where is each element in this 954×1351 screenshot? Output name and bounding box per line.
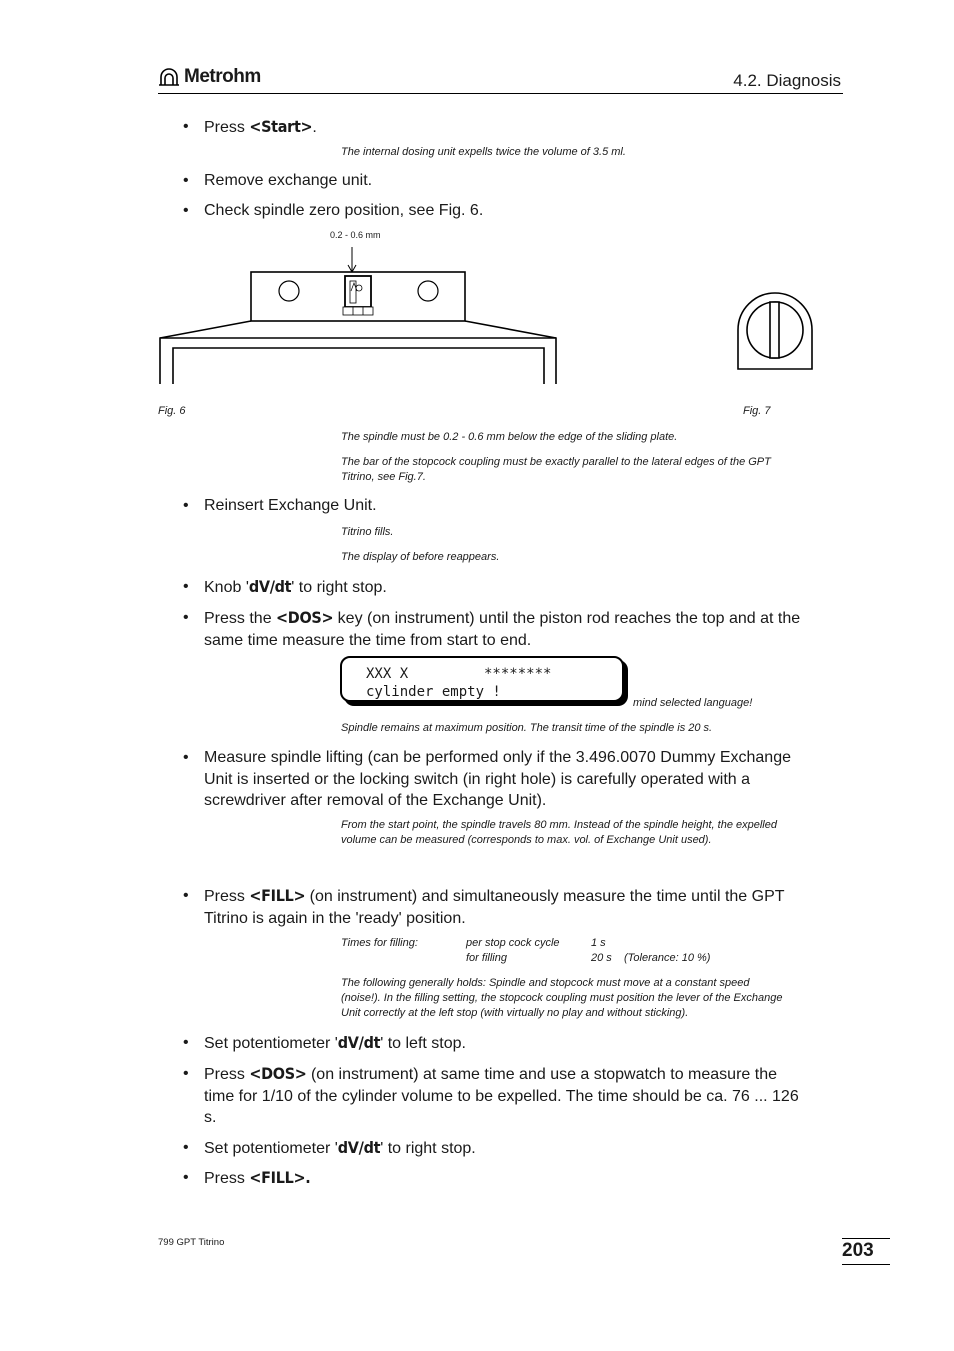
fig6-dimension-label: 0.2 - 0.6 mm <box>330 230 381 240</box>
key-dv-dt: dV/dt <box>248 577 292 596</box>
footer-product: 799 GPT Titrino <box>158 1237 225 1248</box>
times-label: Times for filling: <box>341 937 418 949</box>
bullet-icon: • <box>183 172 189 189</box>
bullet-icon: • <box>183 887 189 904</box>
figure-7-stopcock-diagram <box>735 290 815 372</box>
step-text: Titrino is again in the 'ready' position. <box>204 909 466 927</box>
step-press-dos-measure <box>183 607 844 651</box>
step-press-fill <box>183 1167 311 1190</box>
step-text: Knob ' <box>204 579 249 596</box>
step-text: (on instrument) and simultaneously measure the time until the GPT <box>305 888 785 905</box>
step-text: ' to right stop. <box>380 1140 476 1157</box>
page-number-rule-top <box>842 1238 890 1239</box>
step-remove-unit <box>183 170 373 192</box>
key-fill: <FILL> <box>249 886 306 905</box>
note-constant-speed-3: Unit correctly at the left stop (with virtually no play and without sticking). <box>341 1007 689 1019</box>
times-row1-value: 1 s <box>591 937 606 949</box>
bullet-icon: • <box>183 497 189 514</box>
bullet-icon: • <box>183 1169 189 1186</box>
step-text: Press <box>204 119 250 136</box>
step-check-spindle <box>183 200 484 222</box>
bullet-icon: • <box>183 202 189 219</box>
step-text: time for 1/10 of the cylinder volume to be expelled. The time should be ca. 76 ... 126 <box>204 1087 799 1105</box>
note-stopcock-parallel-1: The bar of the stopcock coupling must be exactly parallel to the lateral edges of the GPT <box>341 456 771 468</box>
key-dos: <DOS> <box>276 608 334 627</box>
step-text: Press <box>204 1066 250 1083</box>
key-start: <Start> <box>249 117 313 136</box>
note-spindle-depth: The spindle must be 0.2 - 0.6 mm below the edge of the sliding plate. <box>341 431 678 443</box>
step-text: Press the <box>204 610 277 627</box>
metrohm-logo-icon <box>158 67 180 87</box>
times-row2-label: for filling <box>466 952 507 964</box>
step-text: Unit is inserted or the locking switch (in right hole) is carefully operated with a <box>204 770 751 788</box>
step-text: Remove exchange unit. <box>204 172 373 189</box>
step-text: ' to left stop. <box>380 1035 466 1052</box>
lcd-display <box>340 656 624 702</box>
section-title: 4.2. Diagnosis <box>733 71 841 90</box>
note-spindle-travel-2: volume can be measured (corresponds to max. vol. of Exchange Unit used). <box>341 834 712 846</box>
step-text: s. <box>204 1109 217 1126</box>
times-row2-value: 20 s (Tolerance: 10 %) <box>591 952 711 964</box>
step-press-start <box>183 116 317 139</box>
note-dosing: The internal dosing unit expells twice the volume of 3.5 ml. <box>341 146 626 158</box>
key-fill: <FILL>. <box>249 1168 311 1187</box>
step-text: key (on instrument) until the piston rod reaches the top and at the <box>333 610 801 627</box>
step-reinsert-unit <box>183 495 377 517</box>
step-press-fill-measure <box>183 885 844 929</box>
note-stopcock-parallel-2: Titrino, see Fig.7. <box>341 471 426 483</box>
step-text: Check spindle zero position, see Fig. 6. <box>204 202 484 219</box>
step-pot-left <box>183 1032 466 1055</box>
step-text: Set potentiometer ' <box>204 1140 338 1157</box>
note-mind-language: mind selected language! <box>633 697 753 709</box>
bullet-icon: • <box>183 578 189 595</box>
note-constant-speed-2: (noise!). In the filling setting, the stopcock coupling must position the lever of the Exchange <box>341 992 783 1004</box>
key-dv-dt: dV/dt <box>337 1138 381 1157</box>
step-text: Reinsert Exchange Unit. <box>204 497 377 514</box>
page-number: 203 <box>842 1240 874 1261</box>
step-text: Press <box>204 1170 250 1187</box>
lcd-line-2: cylinder empty ! <box>366 684 501 700</box>
step-pot-right <box>183 1137 476 1160</box>
brand-logo <box>158 66 261 88</box>
step-knob-right <box>183 576 387 599</box>
bullet-icon: • <box>183 1139 189 1156</box>
bullet-icon: • <box>183 749 189 766</box>
step-text: ' to right stop. <box>291 579 387 596</box>
note-spindle-travel-1: From the start point, the spindle travels 80 mm. Instead of the spindle height, the expelled <box>341 819 777 831</box>
note-constant-speed-1: The following generally holds: Spindle and stopcock must move at a constant speed <box>341 977 750 989</box>
note-transit-time: Spindle remains at maximum position. The transit time of the spindle is 20 s. <box>341 722 713 734</box>
header-divider <box>158 93 843 94</box>
bullet-icon: • <box>183 118 189 135</box>
step-text: same time measure the time from start to end. <box>204 631 532 649</box>
step-measure-lifting <box>183 747 844 812</box>
step-text: Press <box>204 888 250 905</box>
key-dos: <DOS> <box>249 1064 307 1083</box>
step-press-dos-stopwatch <box>183 1063 844 1129</box>
bullet-icon: • <box>183 609 189 626</box>
brand-name: Metrohm <box>184 66 261 87</box>
lcd-line-1: XXX X ******** <box>366 666 552 682</box>
bullet-icon: • <box>183 1034 189 1051</box>
key-dv-dt: dV/dt <box>337 1033 381 1052</box>
step-text: Set potentiometer ' <box>204 1035 338 1052</box>
step-text: (on instrument) at same time and use a stopwatch to measure the <box>306 1066 777 1083</box>
bullet-icon: • <box>183 1065 189 1082</box>
note-titrino-fills: Titrino fills. <box>341 526 394 538</box>
times-row1-label: per stop cock cycle <box>466 937 560 949</box>
step-text: screwdriver after removal of the Exchange Unit). <box>204 792 547 809</box>
step-text: Measure spindle lifting (can be performed only if the 3.496.0070 Dummy Exchange <box>204 749 791 766</box>
page-number-rule-bottom <box>842 1264 890 1265</box>
figure-6-spindle-diagram <box>155 245 565 390</box>
note-display-reappears: The display of before reappears. <box>341 551 500 563</box>
step-text: . <box>312 119 317 136</box>
fig7-caption: Fig. 7 <box>743 405 771 417</box>
fig6-caption: Fig. 6 <box>158 405 186 417</box>
